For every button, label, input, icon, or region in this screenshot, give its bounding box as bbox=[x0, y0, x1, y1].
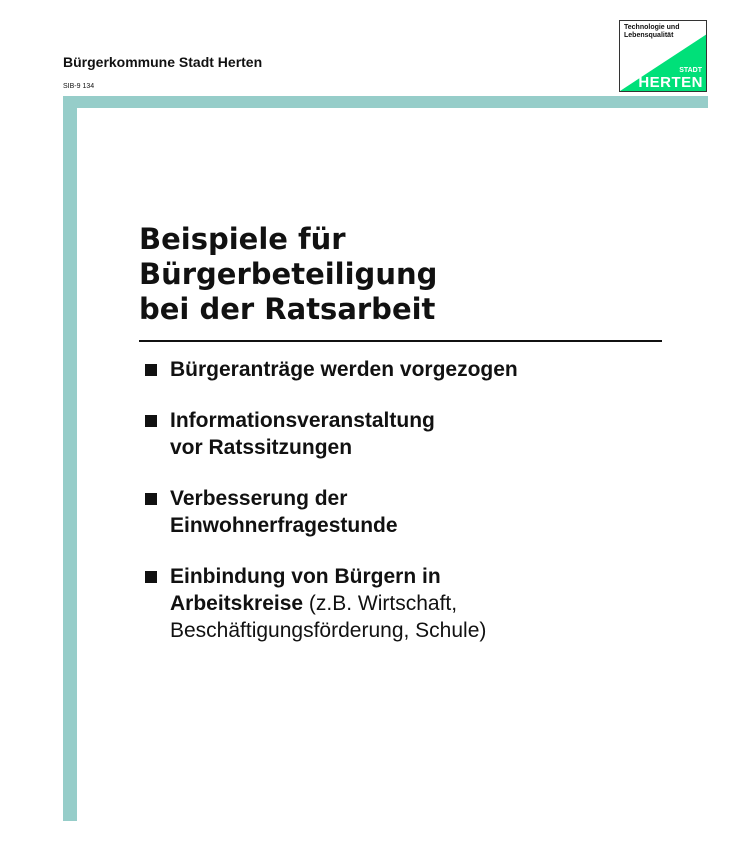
square-bullet-icon bbox=[145, 493, 157, 505]
logo-stadt-label: STADT bbox=[679, 67, 702, 74]
bullet-item bbox=[145, 407, 518, 461]
slide-title-line-2: Bürgerbeteiligung bbox=[139, 257, 438, 291]
square-bullet-icon bbox=[145, 415, 157, 427]
bullet-text-line-1: Informationsveranstaltung bbox=[170, 409, 435, 432]
slide-title-line-3: bei der Ratsarbeit bbox=[139, 292, 436, 326]
bullet-text-line-1: Einbindung von Bürgern in bbox=[170, 565, 441, 588]
bullet-item bbox=[145, 563, 518, 644]
bullet-text-line-1: Verbesserung der bbox=[170, 487, 348, 510]
bullet-text-line-3: Beschäftigungsförderung, Schule) bbox=[170, 619, 487, 642]
logo-tagline-line-2: Lebensqualität bbox=[624, 32, 674, 39]
slide-title bbox=[139, 222, 437, 327]
bullet-text-line-2 bbox=[170, 590, 518, 617]
bullet-bold-part: Arbeitskreise bbox=[170, 592, 304, 615]
stadt-herten-logo bbox=[619, 20, 707, 92]
title-divider bbox=[139, 340, 662, 342]
accent-bar-top bbox=[63, 96, 708, 108]
bullet-text-line-2: Einwohnerfragestunde bbox=[170, 514, 398, 537]
document-code: SIB-9 134 bbox=[63, 83, 95, 90]
slide-title-line-1: Beispiele für bbox=[139, 222, 346, 256]
bullet-item bbox=[145, 485, 518, 539]
bullet-list bbox=[145, 356, 518, 668]
square-bullet-icon bbox=[145, 364, 157, 376]
document-header-title: Bürgerkommune Stadt Herten bbox=[63, 54, 263, 70]
bullet-item bbox=[145, 356, 518, 383]
bullet-normal-part: (z.B. Wirtschaft, bbox=[303, 592, 458, 615]
logo-tagline-line-1: Technologie und bbox=[624, 24, 680, 31]
accent-bar-left bbox=[63, 96, 77, 821]
square-bullet-icon bbox=[145, 571, 157, 583]
logo-tagline bbox=[624, 24, 679, 40]
bullet-text: Bürgeranträge werden vorgezogen bbox=[170, 358, 518, 381]
bullet-text-line-2: vor Ratssitzungen bbox=[170, 436, 353, 459]
logo-herten-label: HERTEN bbox=[638, 74, 703, 91]
